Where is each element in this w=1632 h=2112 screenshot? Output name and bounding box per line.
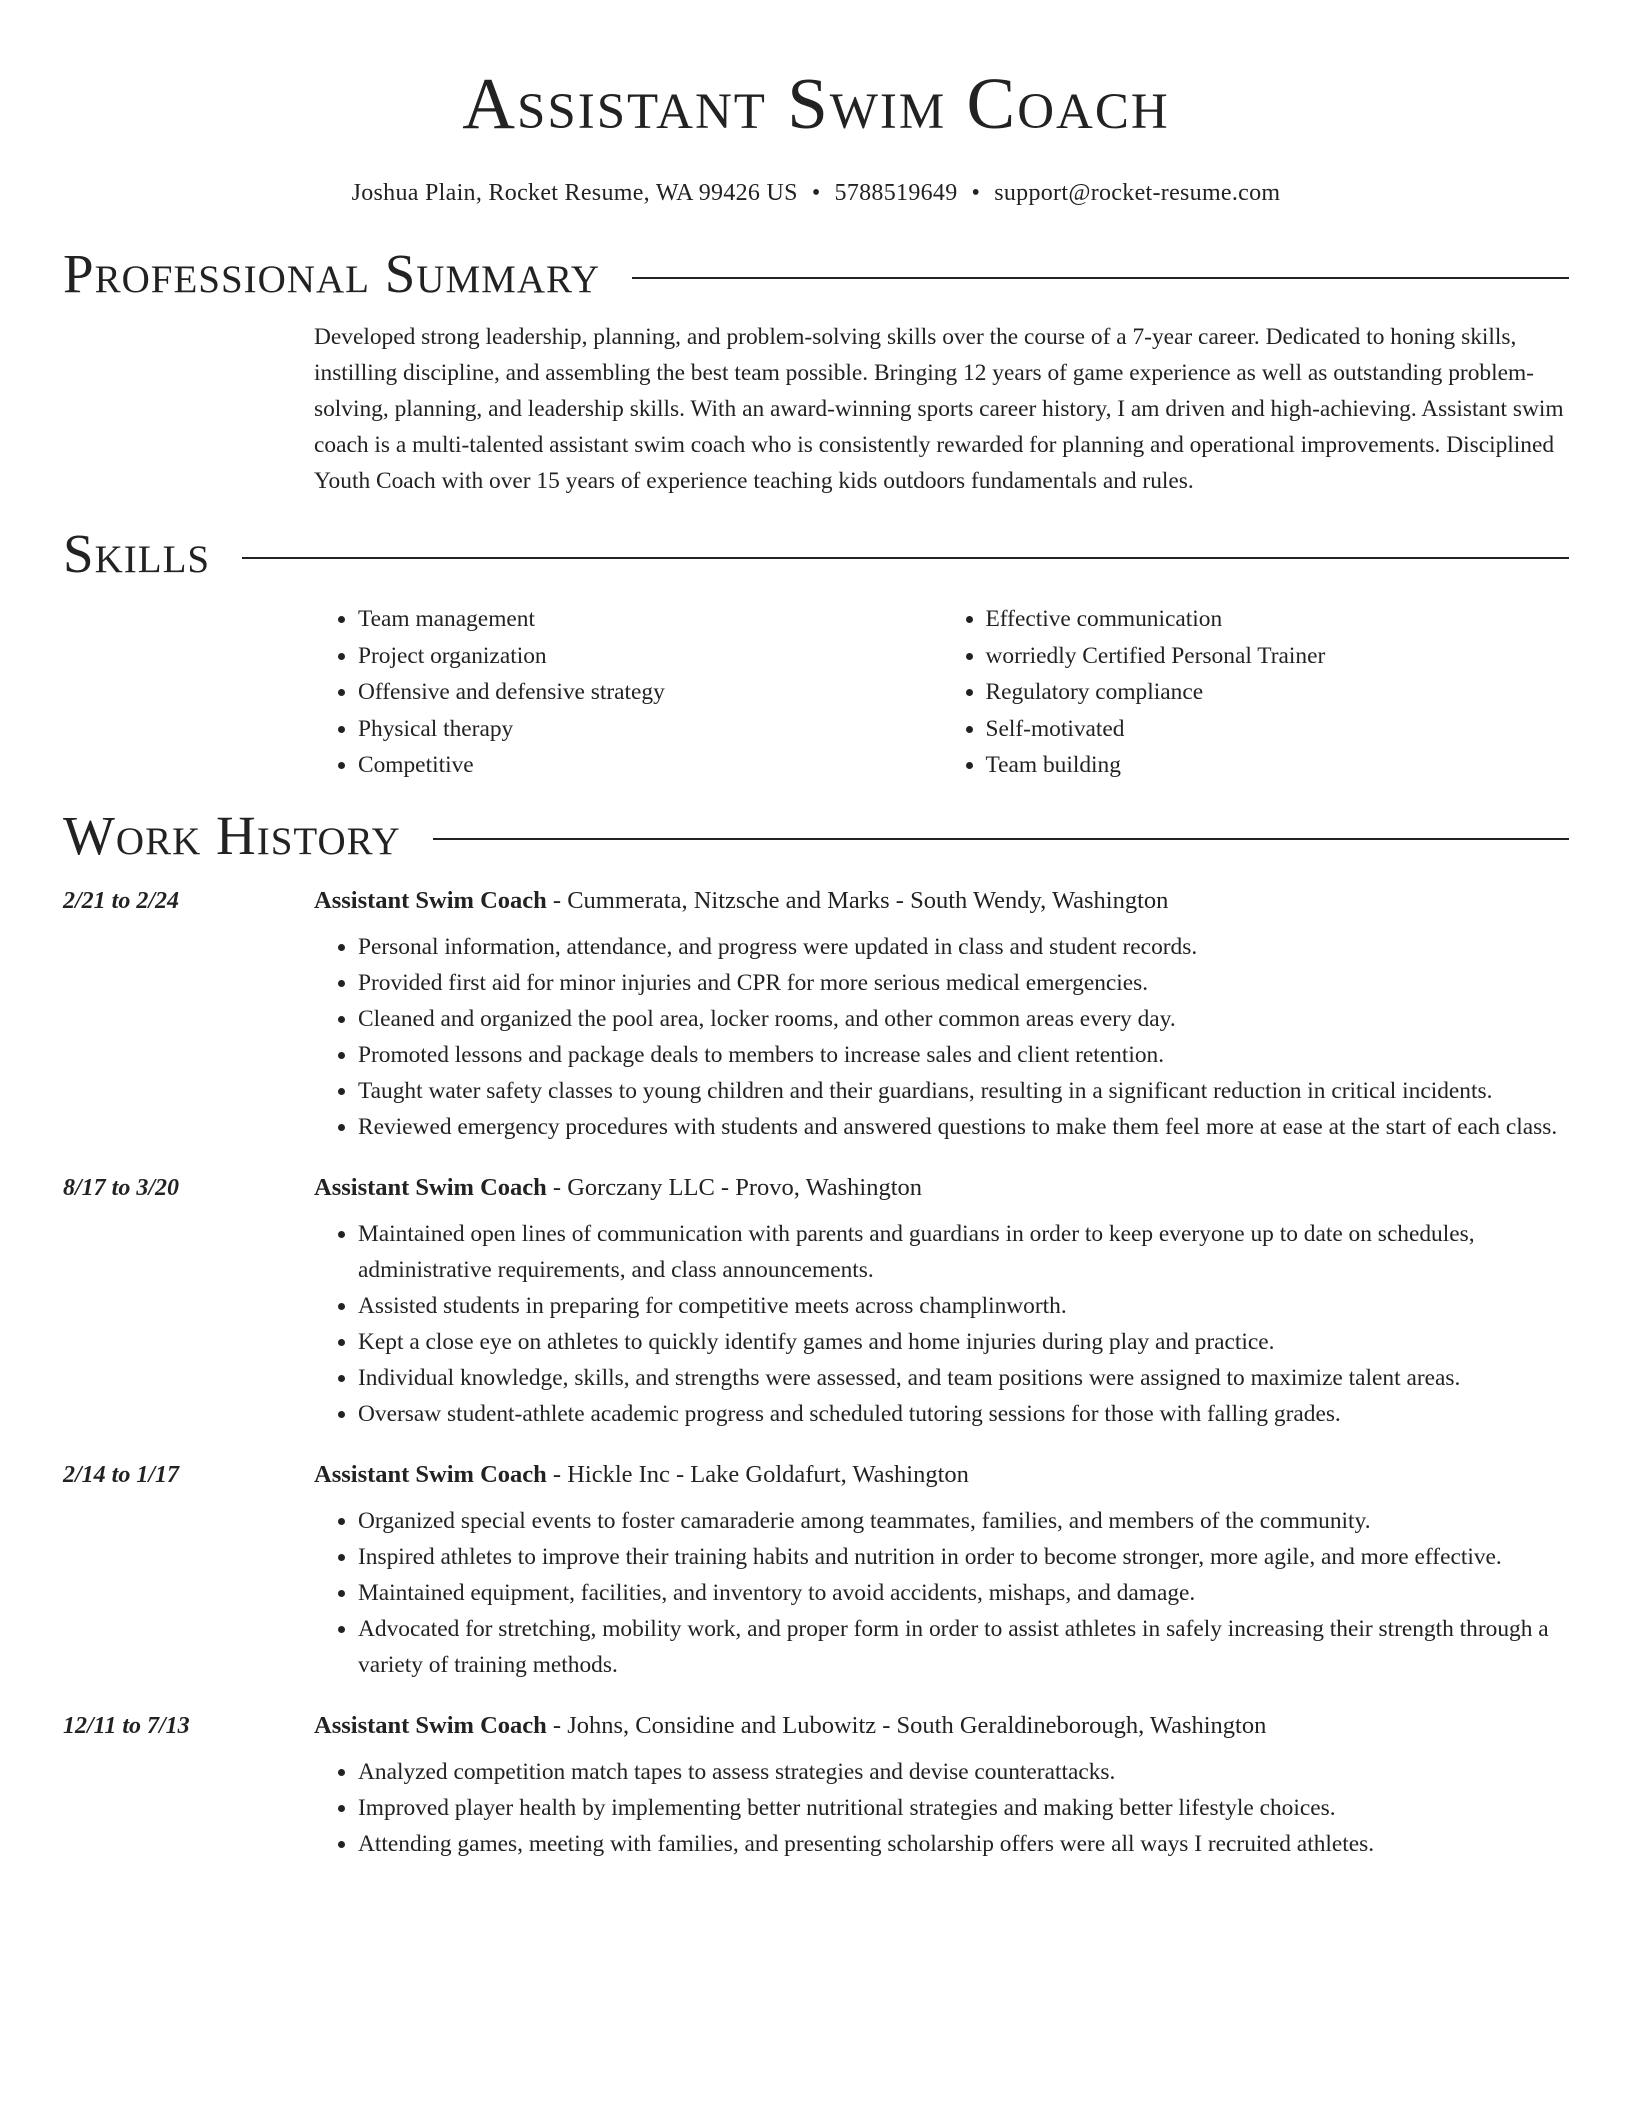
job-entry — [63, 1712, 1569, 1862]
job-bullet-list — [314, 1754, 1569, 1862]
section-divider — [242, 557, 1569, 559]
job-employer-location: - Hickle Inc - Lake Goldafurt, Washington — [546, 1460, 969, 1488]
contact-address: Joshua Plain, Rocket Resume, WA 99426 US — [351, 180, 798, 206]
skill-item: • Team building — [986, 747, 1570, 784]
skill-item: • worriedly Certified Personal Trainer — [986, 638, 1570, 675]
job-bullets — [314, 1503, 1569, 1683]
skills-title: Skills — [63, 523, 211, 584]
job-employer-location: - Gorczany LLC - Provo, Washington — [546, 1173, 922, 1201]
job-employer-location: - Johns, Considine and Lubowitz - South Geraldineborough, Washington — [546, 1711, 1267, 1739]
skill-item: • Physical therapy — [358, 711, 942, 748]
skill-item: • Effective communication — [986, 601, 1570, 638]
job-bullet-list — [314, 1216, 1569, 1432]
skills-section-header — [63, 523, 1569, 584]
contact-email: support@rocket-resume.com — [994, 180, 1281, 206]
contact-phone: 5788519649 — [834, 180, 958, 206]
section-divider — [632, 277, 1569, 279]
job-role: Assistant Swim Coach — [314, 1460, 547, 1488]
job-dates: 8/17 to 3/20 — [63, 1174, 180, 1201]
job-entry — [63, 887, 1569, 1145]
job-dates: 2/14 to 1/17 — [63, 1461, 180, 1488]
job-bullet: • Advocated for stretching, mobility work, and proper form in order to assist athletes in safely increasing their strength through a variety of training methods. — [358, 1611, 1569, 1683]
job-entry — [63, 1174, 1569, 1432]
skill-item: • Project organization — [358, 638, 942, 675]
job-bullet: • Maintained open lines of communication with parents and guardians in order to keep everyone up to date on schedules, administrative requirements, and class announcements. — [358, 1216, 1569, 1288]
job-title-line — [314, 1461, 969, 1489]
job-title-line — [314, 1712, 1266, 1740]
job-dates: 12/11 to 7/13 — [63, 1712, 190, 1739]
job-bullet: • Personal information, attendance, and progress were updated in class and student records. — [358, 929, 1569, 965]
job-bullet: • Provided first aid for minor injuries and CPR for more serious medical emergencies. — [358, 965, 1569, 1001]
job-bullet: • Inspired athletes to improve their training habits and nutrition in order to become stronger, more agile, and more effective. — [358, 1539, 1569, 1575]
job-bullets — [314, 1754, 1569, 1862]
summary-section-header — [63, 243, 1569, 304]
contact-separator: • — [971, 180, 981, 206]
job-header — [63, 1712, 1569, 1740]
summary-text: Developed strong leadership, planning, and problem-solving skills over the course of a 7-year career. Dedicated to honing skills, instilling discipline, and assembling the best team possible. Bringing 12 years of game experience as well as outstanding problem-solving, planning, and leadership skills. With an award-winning sports career history, I am driven and high-achieving. Assistant swim coach is a multi-talented assistant swim coach who is consistently rewarded for planning and operational improvements. Disciplined Youth Coach with over 15 years of experience teaching kids outdoors fundamentals and rules. — [314, 324, 1564, 494]
skill-item: • Regulatory compliance — [986, 674, 1570, 711]
skill-item: • Self-motivated — [986, 711, 1570, 748]
summary-body — [314, 319, 1569, 499]
job-dates: 2/21 to 2/24 — [63, 887, 180, 914]
section-divider — [433, 838, 1569, 840]
job-title-line — [314, 887, 1168, 915]
skills-list-left — [314, 601, 942, 784]
job-bullet-list — [314, 929, 1569, 1145]
skill-item: • Team management — [358, 601, 942, 638]
skills-list-right — [942, 601, 1570, 784]
skill-item: • Offensive and defensive strategy — [358, 674, 942, 711]
job-bullet: • Kept a close eye on athletes to quickly identify games and home injuries during play and practice. — [358, 1324, 1569, 1360]
job-bullet: • Taught water safety classes to young children and their guardians, resulting in a significant reduction in critical incidents. — [358, 1073, 1569, 1109]
job-role: Assistant Swim Coach — [314, 1173, 547, 1201]
job-role: Assistant Swim Coach — [314, 886, 547, 914]
job-bullet: • Cleaned and organized the pool area, locker rooms, and other common areas every day. — [358, 1001, 1569, 1037]
work-history-title: Work History — [63, 804, 401, 866]
summary-title: Professional Summary — [63, 243, 601, 304]
contact-line — [63, 180, 1569, 207]
job-entry — [63, 1461, 1569, 1683]
job-header — [63, 887, 1569, 915]
skills-grid — [314, 601, 1569, 784]
job-bullet: • Promoted lessons and package deals to members to increase sales and client retention. — [358, 1037, 1569, 1073]
job-bullet: • Attending games, meeting with families, and presenting scholarship offers were all ways I recruited athletes. — [358, 1826, 1569, 1862]
job-bullet: • Oversaw student-athlete academic progress and scheduled tutoring sessions for those with falling grades. — [358, 1396, 1569, 1432]
job-bullet: • Improved player health by implementing better nutritional strategies and making better lifestyle choices. — [358, 1790, 1569, 1826]
job-title-line — [314, 1174, 922, 1202]
job-employer-location: - Cummerata, Nitzsche and Marks - South Wendy, Washington — [546, 886, 1169, 914]
job-bullet: • Assisted students in preparing for competitive meets across champlinworth. — [358, 1288, 1569, 1324]
job-bullet: • Maintained equipment, facilities, and inventory to avoid accidents, mishaps, and damage. — [358, 1575, 1569, 1611]
job-bullet-list — [314, 1503, 1569, 1683]
job-header — [63, 1461, 1569, 1489]
job-bullet: • Reviewed emergency procedures with students and answered questions to make them feel more at ease at the start of each class. — [358, 1109, 1569, 1145]
job-role: Assistant Swim Coach — [314, 1711, 547, 1739]
job-bullet: • Organized special events to foster camaraderie among teammates, families, and members of the community. — [358, 1503, 1569, 1539]
skill-item: • Competitive — [358, 747, 942, 784]
job-header — [63, 1174, 1569, 1202]
job-bullets — [314, 1216, 1569, 1432]
contact-separator: • — [811, 180, 821, 206]
job-bullet: • Analyzed competition match tapes to assess strategies and devise counterattacks. — [358, 1754, 1569, 1790]
resume-name: Assistant Swim Coach — [462, 63, 1170, 144]
job-bullets — [314, 929, 1569, 1145]
work-history-section-header — [63, 804, 1569, 866]
job-bullet: • Individual knowledge, skills, and strengths were assessed, and team positions were assigned to maximize talent areas. — [358, 1360, 1569, 1396]
